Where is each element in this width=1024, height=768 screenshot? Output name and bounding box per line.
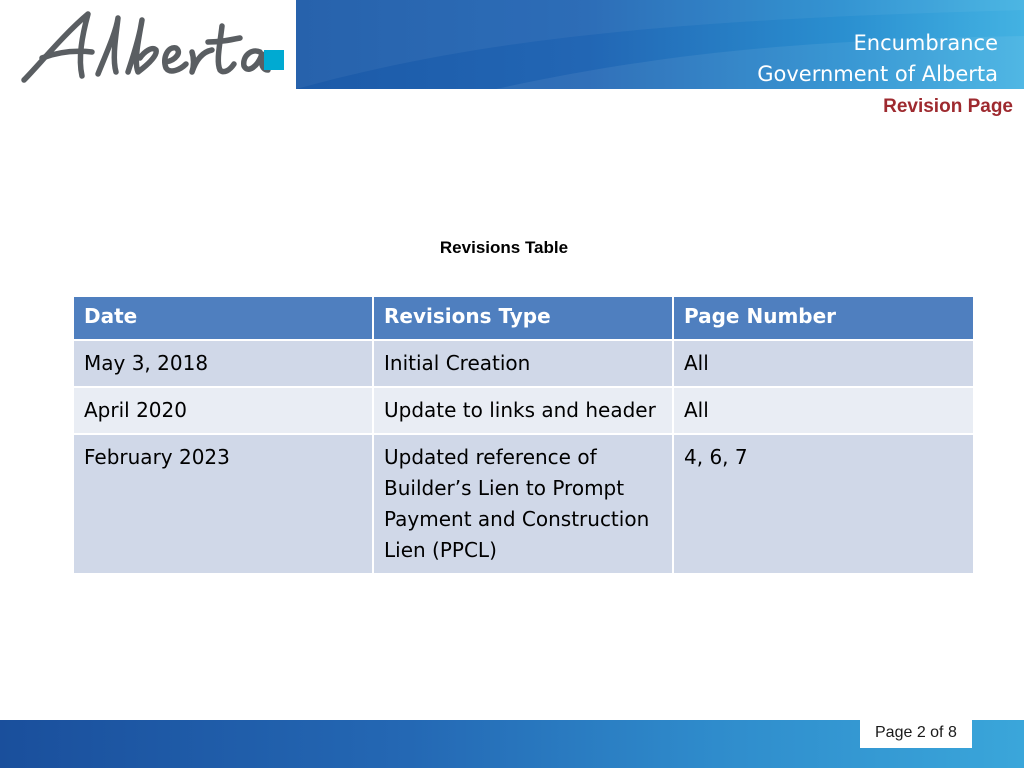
header-banner [296,0,1024,89]
table-row [73,387,974,434]
cell-revision-type: Updated reference of Builder’s Lien to Prompt Payment and Construction Lien (PPCL) [373,434,673,574]
table-row [73,340,974,387]
cell-date: February 2023 [73,434,373,574]
cell-page-number: All [673,340,974,387]
cell-revision-type: Update to links and header [373,387,673,434]
page-number-label: Page 2 of 8 [875,724,957,741]
cell-revision-type: Initial Creation [373,340,673,387]
table-row [73,434,974,574]
header-page-number: Page Number [673,296,974,340]
header-line-government: Government of Alberta [757,62,998,86]
cell-date: May 3, 2018 [73,340,373,387]
cell-date: April 2020 [73,387,373,434]
header-text [757,28,998,90]
logo-area [0,0,296,100]
alberta-logo [16,6,288,88]
cell-page-number: 4, 6, 7 [673,434,974,574]
header-revisions-type: Revisions Type [373,296,673,340]
table-title: Revisions Table [439,238,569,257]
header-date: Date [73,296,373,340]
page-subtitle: Revision Page [883,96,1013,117]
header-line-encumbrance: Encumbrance [853,31,998,55]
table-header-row [73,296,974,340]
revisions-table [72,295,975,575]
cell-page-number: All [673,387,974,434]
